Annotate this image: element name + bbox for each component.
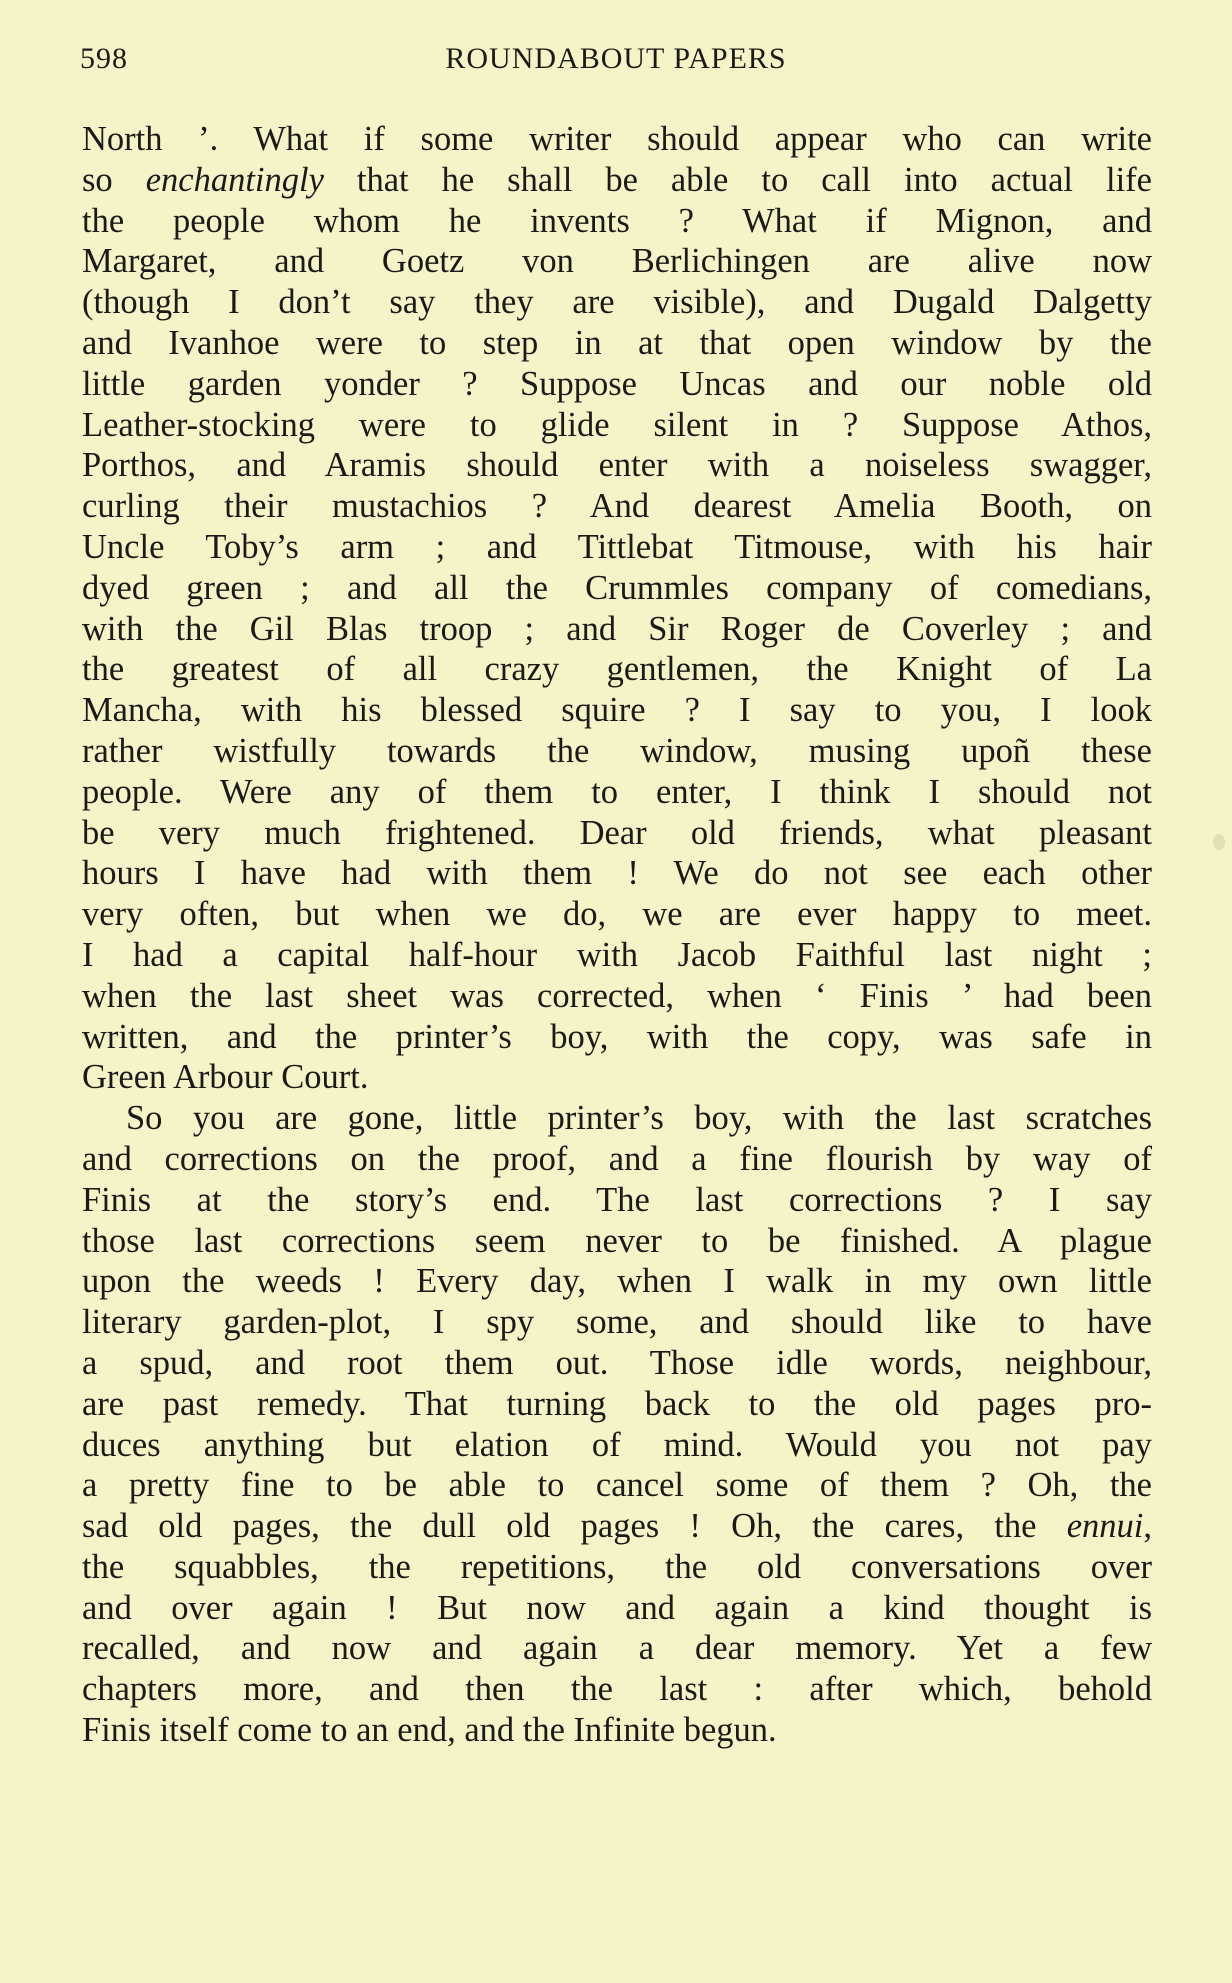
text-line: Margaret, and Goetz von Berlichingen are alive now bbox=[82, 242, 1152, 281]
text-line: are past remedy. That turning back to the old pages pro- bbox=[82, 1384, 1152, 1423]
text-line: Uncle Toby’s arm ; and Tittlebat Titmouse, with his hair bbox=[82, 527, 1152, 566]
body-text bbox=[82, 119, 1152, 1751]
text-line: and corrections on the proof, and a fine flourish by way of bbox=[82, 1139, 1152, 1178]
text-line: So you are gone, little printer’s boy, with the last scratches bbox=[126, 1099, 1152, 1138]
text-line: little garden yonder ? Suppose Uncas and our noble old bbox=[82, 364, 1152, 403]
italic-emphasis: ennui bbox=[1066, 1507, 1144, 1546]
text-line: hours I have had with them ! We do not see each other bbox=[82, 854, 1152, 893]
text-line: a pretty fine to be able to cancel some of them ? Oh, the bbox=[82, 1466, 1152, 1505]
text-line: and Ivanhoe were to step in at that open window by the bbox=[82, 323, 1152, 362]
running-title: ROUNDABOUT PAPERS bbox=[445, 42, 787, 75]
text-line: literary garden-plot, I spy some, and should like to have bbox=[82, 1303, 1152, 1342]
text-line: the squabbles, the repetitions, the old conversations over bbox=[82, 1547, 1152, 1586]
text-line: North ’. What if some writer should appear who can write bbox=[82, 120, 1152, 158]
text-line: Green Arbour Court. bbox=[82, 1058, 369, 1097]
text-line: those last corrections seem never to be finished. A plague bbox=[82, 1221, 1152, 1260]
text-line: Mancha, with his blessed squire ? I say to you, I look bbox=[82, 691, 1152, 730]
paragraph-1 bbox=[82, 119, 1152, 1098]
text-line: the people whom he invents ? What if Mignon, and bbox=[82, 201, 1152, 240]
text-line: duces anything but elation of mind. Would you not pay bbox=[82, 1425, 1152, 1464]
text-line: (though I don’t say they are visible), and Dugald Dalgetty bbox=[82, 283, 1152, 322]
italic-emphasis: enchantingly bbox=[145, 160, 324, 199]
paragraph-2 bbox=[82, 1098, 1152, 1751]
text-line: when the last sheet was corrected, when ‘ Finis ’ had been bbox=[82, 976, 1152, 1015]
text-line: Finis itself come to an end, and the Infinite begun. bbox=[82, 1711, 777, 1750]
running-head bbox=[80, 42, 1152, 92]
text-line: with the Gil Blas troop ; and Sir Roger de Coverley ; and bbox=[82, 609, 1152, 648]
text-line: Leather-stocking were to glide silent in ? Suppose Athos, bbox=[82, 405, 1152, 444]
text-line: very often, but when we do, we are ever happy to meet. bbox=[82, 895, 1152, 934]
text-line: and over again ! But now and again a kind thought is bbox=[82, 1588, 1152, 1627]
text-line: sad old pages, the dull old pages ! Oh, the cares, the ennui, bbox=[82, 1507, 1152, 1546]
text-line: be very much frightened. Dear old friends, what pleasant bbox=[82, 813, 1152, 852]
text-line: Porthos, and Aramis should enter with a noiseless swagger, bbox=[82, 446, 1152, 485]
text-line: people. Were any of them to enter, I think I should not bbox=[82, 772, 1152, 811]
text-line: recalled, and now and again a dear memory. Yet a few bbox=[82, 1629, 1152, 1668]
paper-blemish bbox=[1213, 834, 1225, 850]
text-line: a spud, and root them out. Those idle words, neighbour, bbox=[82, 1343, 1152, 1382]
text-line: curling their mustachios ? And dearest Amelia Booth, on bbox=[82, 487, 1152, 526]
text-line: upon the weeds ! Every day, when I walk in my own little bbox=[82, 1262, 1152, 1301]
text-line: so enchantingly that he shall be able to call into actual life bbox=[82, 160, 1152, 199]
text-line: written, and the printer’s boy, with the copy, was safe in bbox=[82, 1017, 1152, 1056]
text-line: rather wistfully towards the window, musing upoñ these bbox=[82, 731, 1152, 770]
text-line: chapters more, and then the last : after which, behold bbox=[82, 1670, 1152, 1709]
text-line: I had a capital half-hour with Jacob Faithful last night ; bbox=[82, 935, 1152, 974]
text-line: dyed green ; and all the Crummles company of comedians, bbox=[82, 568, 1152, 607]
text-line: the greatest of all crazy gentlemen, the Knight of La bbox=[82, 650, 1152, 689]
text-line: Finis at the story’s end. The last corrections ? I say bbox=[82, 1180, 1152, 1219]
page-number: 598 bbox=[80, 42, 128, 75]
